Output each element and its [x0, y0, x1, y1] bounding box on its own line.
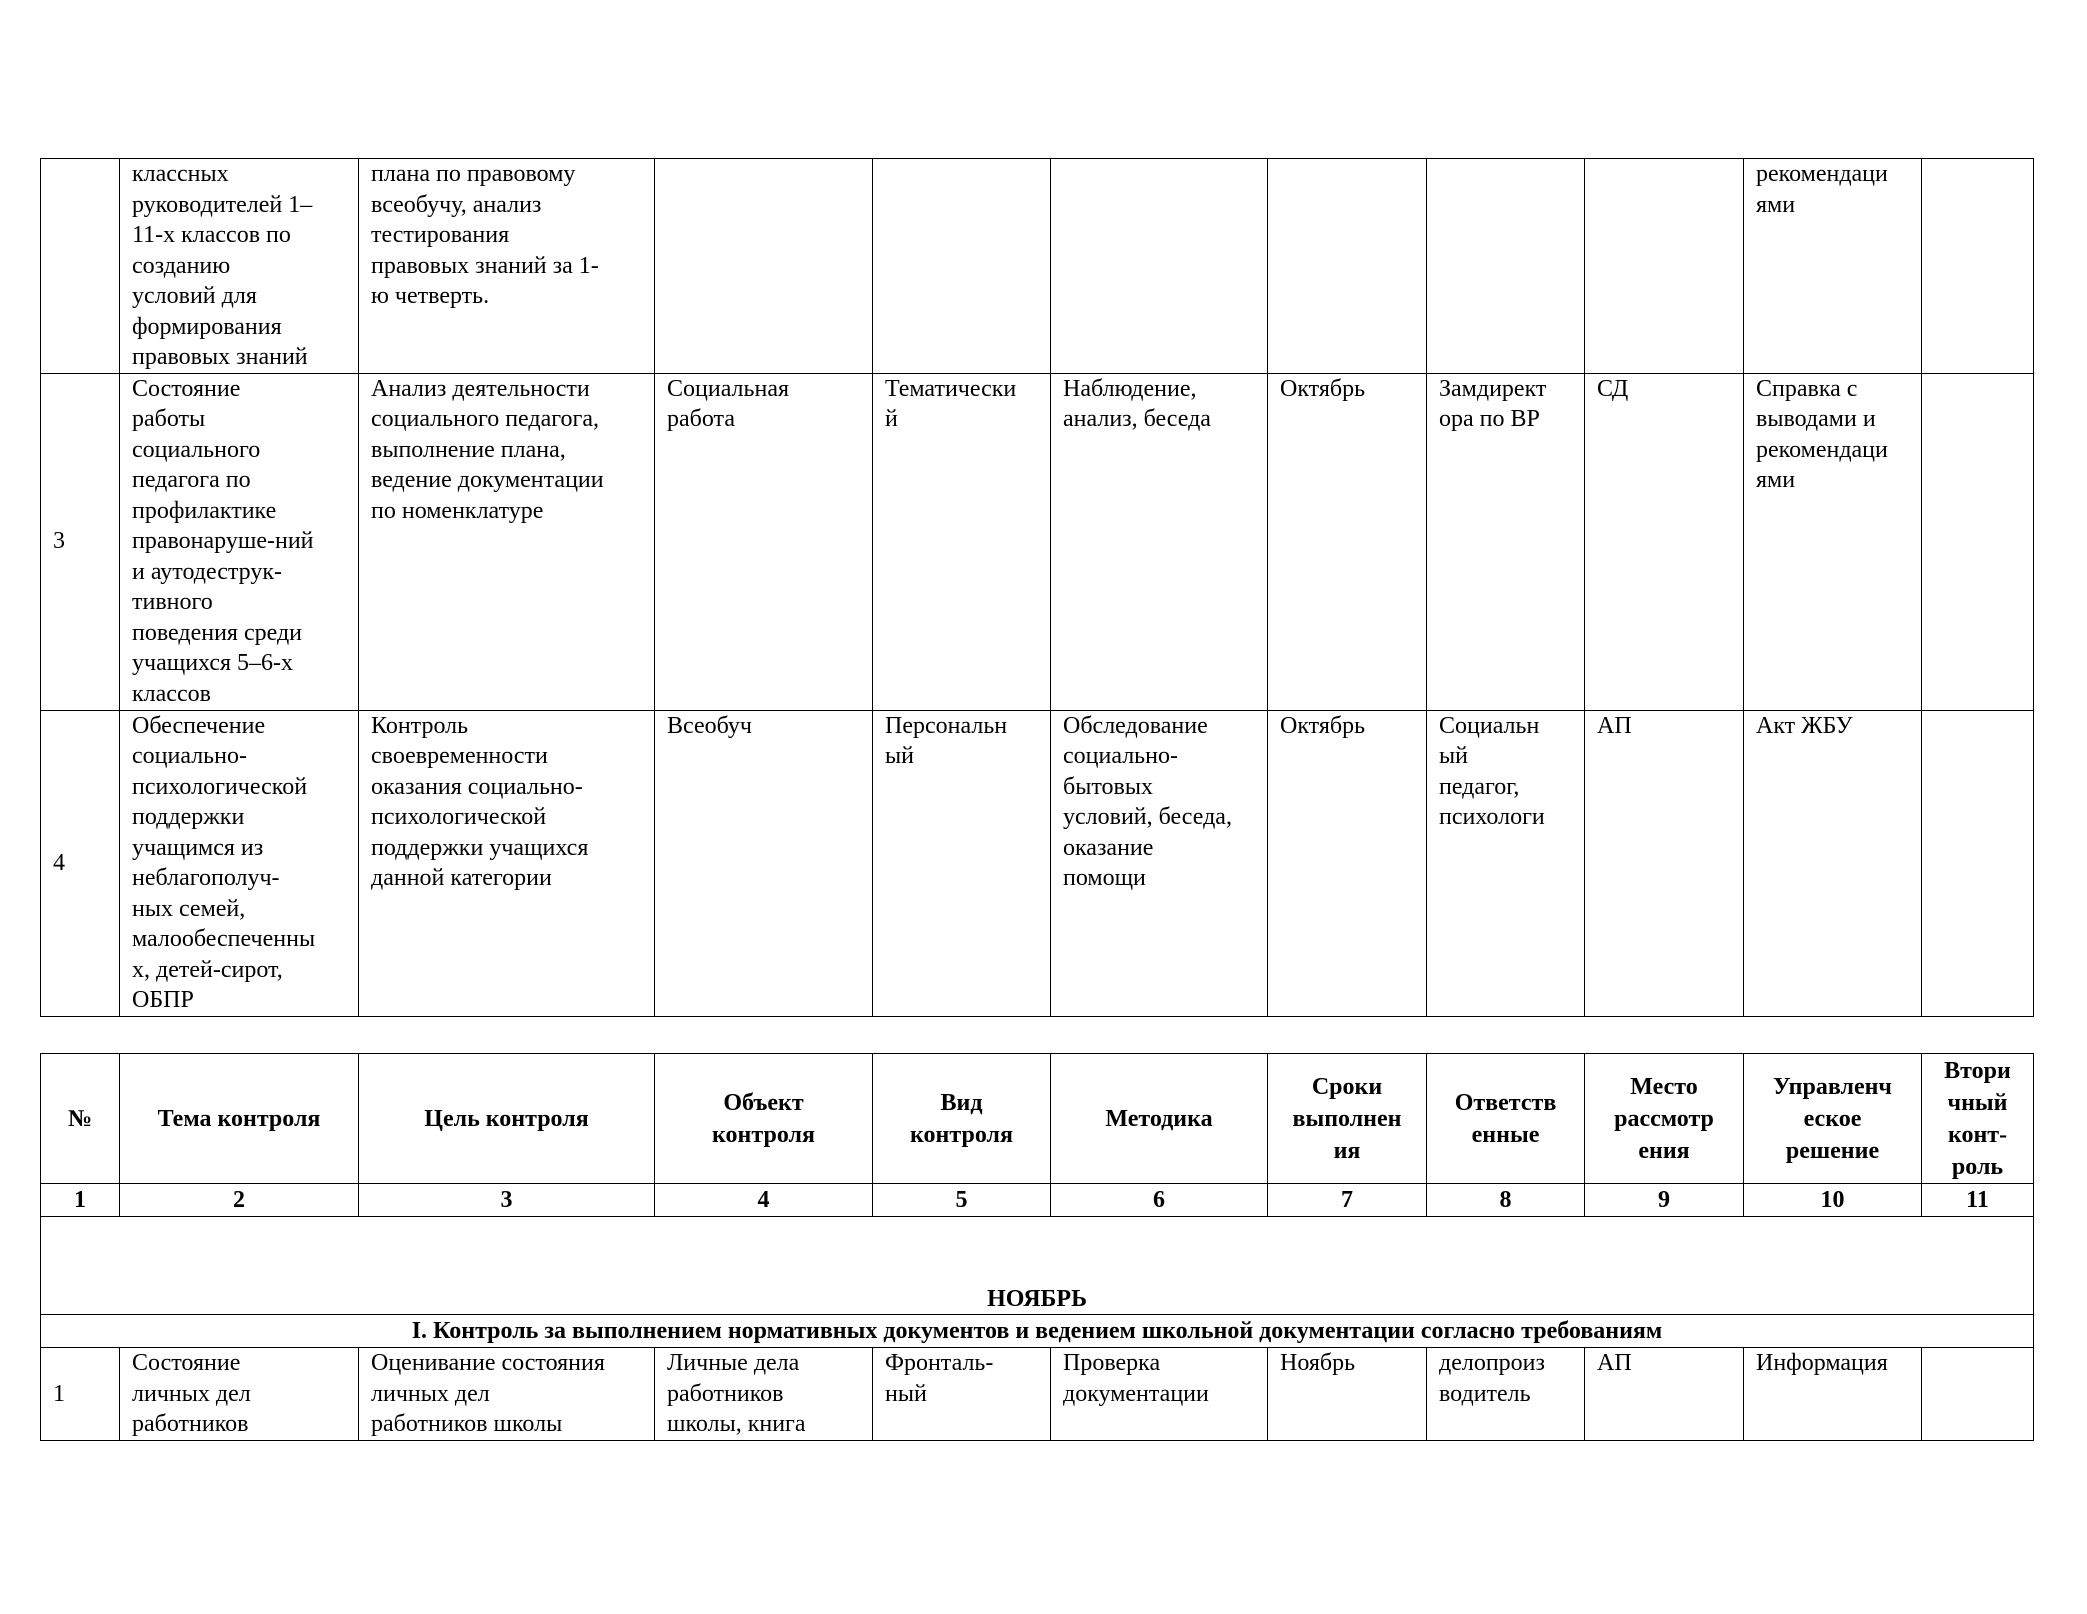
header-management-decision: Управленч еское решение — [1744, 1054, 1922, 1184]
section-heading: I. Контроль за выполнением нормативных документов и ведением школьной документации согласно требованиям — [41, 1315, 2034, 1348]
type-cell: Фронталь- ный — [873, 1348, 1051, 1441]
row-number-cell: 4 — [41, 710, 120, 1016]
column-number: 11 — [1922, 1184, 2034, 1217]
method-cell — [1051, 159, 1268, 374]
column-number: 9 — [1585, 1184, 1744, 1217]
column-number: 7 — [1268, 1184, 1427, 1217]
header-number: № — [41, 1054, 120, 1184]
secondary-control-cell — [1922, 373, 2034, 710]
deadline-cell: Ноябрь — [1268, 1348, 1427, 1441]
column-number-row — [41, 1184, 2034, 1217]
goal-cell: Оценивание состояния личных дел работников школы — [359, 1348, 655, 1441]
column-number: 6 — [1051, 1184, 1268, 1217]
header-method: Методика — [1051, 1054, 1268, 1184]
header-responsible: Ответств енные — [1427, 1054, 1585, 1184]
object-cell: Всеобуч — [655, 710, 873, 1016]
column-number: 5 — [873, 1184, 1051, 1217]
type-cell: Тематически й — [873, 373, 1051, 710]
decision-cell: рекомендаци ями — [1744, 159, 1922, 374]
method-cell: Наблюдение, анализ, беседа — [1051, 373, 1268, 710]
table-row — [41, 1348, 2034, 1441]
row-number-cell: 1 — [41, 1348, 120, 1441]
deadline-cell: Октябрь — [1268, 373, 1427, 710]
review-place-cell — [1585, 159, 1744, 374]
deadline-cell — [1268, 159, 1427, 374]
type-cell — [873, 159, 1051, 374]
column-number: 4 — [655, 1184, 873, 1217]
header-object: Объект контроля — [655, 1054, 873, 1184]
column-number: 1 — [41, 1184, 120, 1217]
header-goal: Цель контроля — [359, 1054, 655, 1184]
review-place-cell: СД — [1585, 373, 1744, 710]
row-number-cell: 3 — [41, 373, 120, 710]
secondary-control-cell — [1922, 159, 2034, 374]
header-deadline: Сроки выполнен ия — [1268, 1054, 1427, 1184]
column-number: 8 — [1427, 1184, 1585, 1217]
goal-cell: Анализ деятельности социального педагога, выполнение плана, ведение документации по номенклатуре — [359, 373, 655, 710]
topic-cell: Обеспечение социально- психологической поддержки учащимся из неблагополуч- ных семей, малообеспеченны х, детей-сирот, ОБПР — [120, 710, 359, 1016]
header-row — [41, 1054, 2034, 1184]
goal-cell: плана по правовому всеобучу, анализ тестирования правовых знаний за 1- ю четверть. — [359, 159, 655, 374]
method-cell: Проверка документации — [1051, 1348, 1268, 1441]
column-number: 3 — [359, 1184, 655, 1217]
object-cell: Социальная работа — [655, 373, 873, 710]
header-type: Вид контроля — [873, 1054, 1051, 1184]
column-number: 2 — [120, 1184, 359, 1217]
topic-cell: Состояние работы социального педагога по профилактике правонаруше-ний и аутодеструк- тивного поведения среди учащихся 5–6-х классов — [120, 373, 359, 710]
topic-cell: Состояние личных дел работников — [120, 1348, 359, 1441]
decision-cell: Справка с выводами и рекомендаци ями — [1744, 373, 1922, 710]
column-number: 10 — [1744, 1184, 1922, 1217]
row-number-cell — [41, 159, 120, 374]
deadline-cell: Октябрь — [1268, 710, 1427, 1016]
review-place-cell: АП — [1585, 1348, 1744, 1441]
table-row — [41, 373, 2034, 710]
header-review-place: Место рассмотр ения — [1585, 1054, 1744, 1184]
table-row — [41, 710, 2034, 1016]
object-cell — [655, 159, 873, 374]
responsible-cell: делопроиз водитель — [1427, 1348, 1585, 1441]
method-cell: Обследование социально- бытовых условий, беседа, оказание помощи — [1051, 710, 1268, 1016]
table-row — [41, 159, 2034, 374]
type-cell: Персональн ый — [873, 710, 1051, 1016]
responsible-cell — [1427, 159, 1585, 374]
decision-cell: Информация — [1744, 1348, 1922, 1441]
month-row — [41, 1217, 2034, 1315]
goal-cell: Контроль своевременности оказания социально- психологической поддержки учащихся данной категории — [359, 710, 655, 1016]
section-row — [41, 1315, 2034, 1348]
control-plan-table-continued — [40, 158, 2034, 1017]
topic-cell: классных руководителей 1– 11-х классов по созданию условий для формирования правовых знаний — [120, 159, 359, 374]
secondary-control-cell — [1922, 710, 2034, 1016]
month-heading: НОЯБРЬ — [41, 1217, 2034, 1315]
review-place-cell: АП — [1585, 710, 1744, 1016]
object-cell: Личные дела работников школы, книга — [655, 1348, 873, 1441]
control-plan-table-november — [40, 1053, 2034, 1441]
decision-cell: Акт ЖБУ — [1744, 710, 1922, 1016]
responsible-cell: Замдирект ора по ВР — [1427, 373, 1585, 710]
header-topic: Тема контроля — [120, 1054, 359, 1184]
secondary-control-cell — [1922, 1348, 2034, 1441]
header-secondary-control: Втори чный конт- роль — [1922, 1054, 2034, 1184]
responsible-cell: Социальн ый педагог, психологи — [1427, 710, 1585, 1016]
